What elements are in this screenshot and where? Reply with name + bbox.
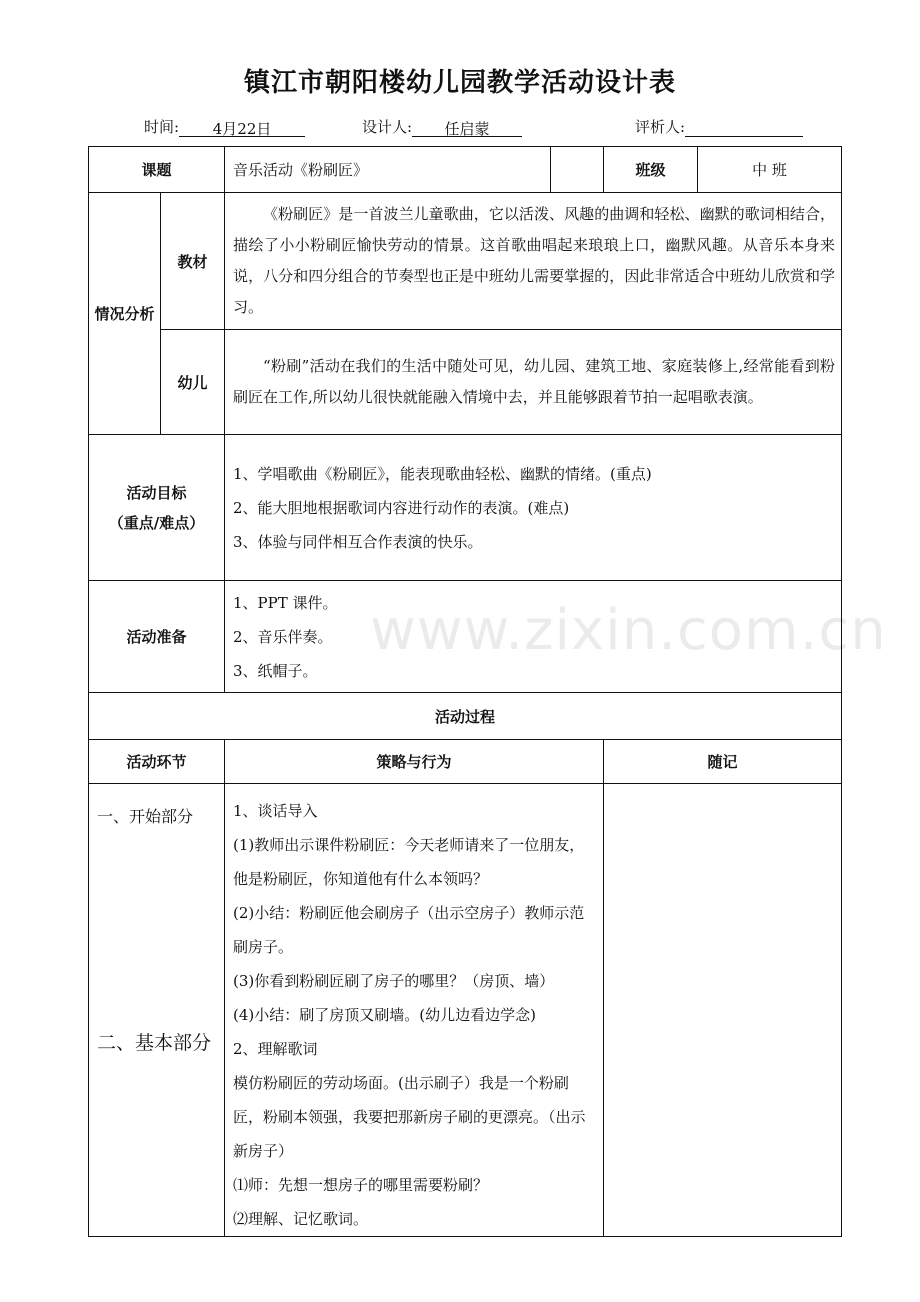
col-notes: 随记 — [604, 740, 842, 784]
class-label: 班级 — [604, 147, 698, 193]
time-label: 时间: — [144, 118, 180, 136]
goals-row — [89, 435, 842, 581]
prep-item: 1、PPT 课件。 — [233, 593, 338, 612]
strategy-line: ⑵理解、记忆歌词。 — [233, 1210, 369, 1228]
activity-design-table — [88, 146, 842, 1237]
prep-item: 2、音乐伴奏。 — [233, 627, 333, 646]
strategy-line: 2、理解歌词 — [233, 1040, 318, 1058]
goals-sublabel: （重点/难点） — [108, 513, 205, 532]
strategy-line: (1)教师出示课件粉刷匠：今天老师请来了一位朋友，他是粉刷匠，你知道他有什么本领吗？ — [233, 836, 585, 888]
strategy-cell — [225, 784, 604, 1237]
material-row — [89, 193, 842, 330]
designer-field — [362, 116, 522, 137]
situation-label: 情况分析 — [89, 193, 161, 435]
time-field — [144, 116, 305, 137]
topic-row — [89, 147, 842, 193]
process-columns-row — [89, 740, 842, 784]
col-strategy: 策略与行为 — [225, 740, 604, 784]
strategy-line: 模仿粉刷匠的劳动场面。(出示刷子）我是一个粉刷匠，粉刷本领强，我要把那新房子刷的更漂亮。（出示新房子） — [233, 1074, 586, 1160]
strategy-line: 1、谈话导入 — [233, 802, 318, 820]
document-title: 镇江市朝阳楼幼儿园教学活动设计表 — [243, 68, 676, 98]
process-header-row — [89, 693, 842, 740]
topic-value: 音乐活动《粉刷匠》 — [225, 147, 551, 193]
prep-list — [225, 581, 842, 693]
material-label: 教材 — [161, 193, 225, 330]
goals-label-cell — [89, 435, 225, 581]
goal-item: 2、能大胆地根据歌词内容进行动作的表演。(难点) — [233, 498, 570, 517]
goal-item: 1、学唱歌曲《粉刷匠》，能表现歌曲轻松、幽默的情绪。(重点) — [233, 464, 652, 483]
notes-cell — [604, 784, 842, 1237]
children-text: “粉刷”活动在我们的生活中随处可见，幼儿园、建筑工地、家庭装修上,经常能看到粉刷匠在工作,所以幼儿很快就能融入情境中去，并且能够跟着节拍一起唱歌表演。 — [225, 330, 842, 435]
process-body-row — [89, 784, 842, 1237]
stage-basic: 二、基本部分 — [97, 1032, 212, 1054]
time-value: 4月22日 — [179, 118, 305, 137]
process-label: 活动过程 — [89, 693, 842, 740]
designer-value: 任启蒙 — [412, 118, 522, 137]
reviewer-field — [635, 116, 803, 137]
material-text: 《粉刷匠》是一首波兰儿童歌曲，它以活泼、风趣的曲调和轻松、幽默的歌词相结合，描绘了小小粉刷匠愉快劳动的情景。这首歌曲唱起来琅琅上口，幽默风趣。从音乐本身来说，八分和四分组合的节奏型也正是中班幼儿需要掌握的，因此非常适合中班幼儿欣赏和学习。 — [225, 193, 842, 330]
prep-item: 3、纸帽子。 — [233, 661, 318, 680]
goals-label: 活动目标 — [126, 483, 187, 502]
children-row — [89, 330, 842, 435]
goals-list — [225, 435, 842, 581]
class-value: 中 班 — [698, 147, 842, 193]
topic-label: 课题 — [89, 147, 225, 193]
watermark: www.zixin.com.cn — [370, 598, 887, 663]
stage-cell — [89, 784, 225, 1237]
strategy-line: (3)你看到粉刷匠刷了房子的哪里？（房顶、墙） — [233, 972, 555, 990]
strategy-line: ⑴师：先想一想房子的哪里需要粉刷？ — [233, 1176, 489, 1194]
prep-label: 活动准备 — [89, 581, 225, 693]
reviewer-label: 评析人: — [635, 118, 686, 136]
topic-spacer — [551, 147, 604, 193]
goal-item: 3、体验与同伴相互合作表演的快乐。 — [233, 532, 483, 551]
designer-label: 设计人: — [362, 118, 413, 136]
strategy-line: (4)小结：刷了房顶又刷墙。(幼儿边看边学念) — [233, 1006, 536, 1024]
col-stage: 活动环节 — [89, 740, 225, 784]
children-label: 幼儿 — [161, 330, 225, 435]
prep-row — [89, 581, 842, 693]
reviewer-value — [685, 118, 803, 137]
strategy-line: (2)小结：粉刷匠他会刷房子（出示空房子）教师示范刷房子。 — [233, 904, 585, 956]
stage-start: 一、开始部分 — [97, 807, 194, 826]
